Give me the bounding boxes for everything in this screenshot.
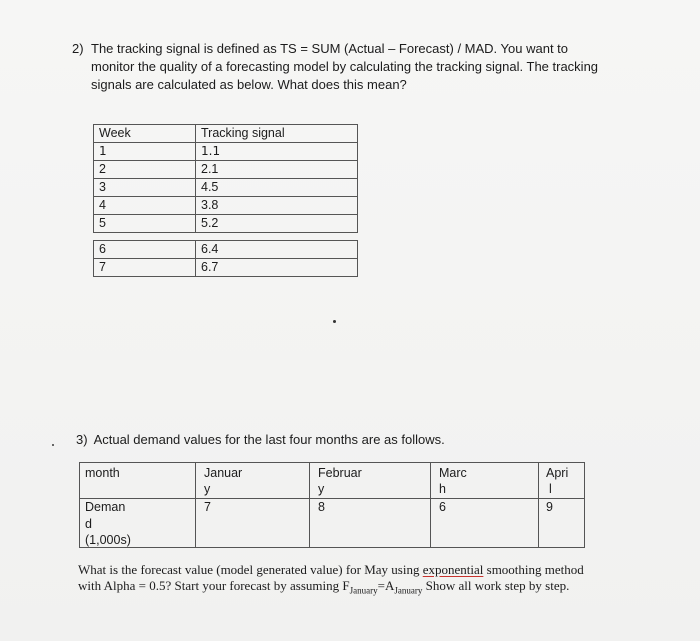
demand-march: 6 xyxy=(439,500,446,514)
demand-label-line1: Deman xyxy=(85,500,126,514)
question-2-text: The tracking signal is defined as TS = SUM (Actual – Forecast) / MAD. You want to monitor the quality of a forecasting model by calculating the tracking signal. The tracking signals are calculated as below. What does this mean? xyxy=(91,41,599,92)
week-cell: 7 xyxy=(94,259,196,277)
stray-dot xyxy=(333,320,336,323)
a-symbol: A xyxy=(384,578,395,593)
signal-cell: 5.2 xyxy=(196,215,358,233)
week-header: Week xyxy=(94,125,196,143)
signal-cell: 4.5 xyxy=(196,179,358,197)
table-row xyxy=(94,241,358,259)
question-3-number: 3) xyxy=(76,432,88,447)
f-subscript: January xyxy=(349,585,378,596)
question-2-number: 2) xyxy=(72,41,84,56)
signal-cell: 3.8 xyxy=(196,197,358,215)
table-row xyxy=(94,215,358,233)
column-divider xyxy=(538,463,539,547)
prompt-part1: What is the forecast value (model generated value) for May using xyxy=(78,562,423,577)
month-march-line2: h xyxy=(439,482,446,496)
tracking-signal-header: Tracking signal xyxy=(196,125,358,143)
demand-label-line3: (1,000s) xyxy=(85,533,131,547)
month-march-line1: Marc xyxy=(439,466,467,480)
week-cell: 2 xyxy=(94,161,196,179)
question-3 xyxy=(76,432,445,447)
month-january-line1: Januar xyxy=(204,466,243,480)
month-april-line1: Apri xyxy=(546,466,569,480)
week-cell: 1 xyxy=(94,143,196,161)
month-april-line2: l xyxy=(549,482,552,496)
demand-april: 9 xyxy=(546,500,553,514)
spell-flagged-word: exponential xyxy=(422,562,484,577)
tracking-signal-table-continued xyxy=(93,240,358,277)
a-subscript: January xyxy=(394,585,423,596)
prompt-part2: smoothing method with Alpha = 0.5? Start your forecast by assuming xyxy=(78,562,584,593)
week-cell: 3 xyxy=(94,179,196,197)
demand-label-line2: d xyxy=(85,517,92,531)
month-february-line2: y xyxy=(318,482,325,496)
demand-february: 8 xyxy=(318,500,325,514)
week-cell: 4 xyxy=(94,197,196,215)
column-divider xyxy=(195,463,196,547)
week-cell: 5 xyxy=(94,215,196,233)
table-row xyxy=(94,179,358,197)
signal-cell: 6.4 xyxy=(196,241,358,259)
table-header-row xyxy=(94,125,358,143)
table-row xyxy=(94,259,358,277)
column-divider xyxy=(430,463,431,547)
question-3-text: Actual demand values for the last four months are as follows. xyxy=(93,432,445,447)
question-3-prompt xyxy=(78,562,588,599)
month-february-line1: Februar xyxy=(318,466,362,480)
month-january-line2: y xyxy=(204,482,211,496)
row-divider xyxy=(80,498,584,499)
demand-table xyxy=(79,462,585,548)
week-cell: 6 xyxy=(94,241,196,259)
stray-mark xyxy=(52,444,54,446)
tracking-signal-table xyxy=(93,124,358,233)
table-row xyxy=(94,143,358,161)
table-row xyxy=(94,161,358,179)
prompt-part3: Show all work step by step. xyxy=(422,578,570,593)
signal-cell: 2.1 xyxy=(196,161,358,179)
signal-cell: 1.1 xyxy=(196,143,358,161)
equals-sign: = xyxy=(377,578,385,593)
f-symbol: F xyxy=(342,578,350,593)
column-divider xyxy=(309,463,310,547)
month-label: month xyxy=(85,466,120,480)
demand-january: 7 xyxy=(204,500,211,514)
table-row xyxy=(94,197,358,215)
signal-cell: 6.7 xyxy=(196,259,358,277)
